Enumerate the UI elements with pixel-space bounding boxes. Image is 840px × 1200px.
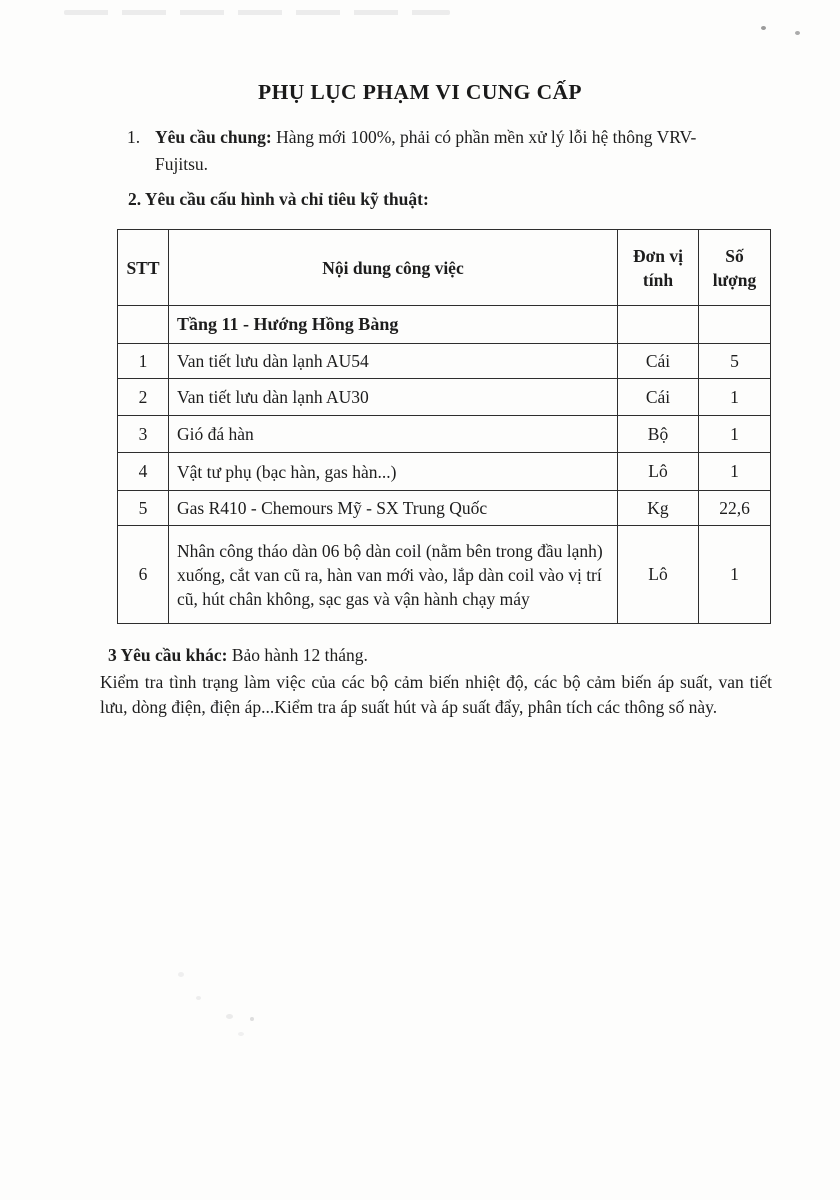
- row-content: Nhân công tháo dàn 06 bộ dàn coil (nằm bên trong đầu lạnh) xuống, cắt van cũ ra, hàn van mới vào, lắp dàn coil vào vị trí cũ, hút chân không, sạc gas và vận hành chạy máy: [169, 526, 618, 624]
- scan-artifact-speck: [178, 972, 184, 977]
- table-row: [118, 526, 771, 624]
- row-qty: 1: [699, 416, 771, 453]
- scan-artifact-speck: [196, 996, 201, 1000]
- row-content: Van tiết lưu dàn lạnh AU54: [169, 344, 618, 379]
- closing-paragraph: Kiểm tra tình trạng làm việc của các bộ cảm biến nhiệt độ, các bộ cảm biến áp suất, van tiết lưu, dòng điện, điện áp...Kiểm tra áp suất hút và áp suất đẩy, phân tích các thông số này.: [100, 672, 772, 717]
- row-qty: 1: [699, 526, 771, 624]
- requirement-item-specs: 2. Yêu cầu cấu hình và chỉ tiêu kỹ thuật:: [128, 189, 429, 209]
- scan-artifact-speck: [761, 26, 766, 30]
- scan-artifact-band: [64, 10, 450, 15]
- header-qty: Số lượng: [699, 230, 771, 306]
- other-requirements-label: 3 Yêu cầu khác:: [108, 645, 228, 665]
- table-row: [118, 453, 771, 491]
- row-unit: Cái: [618, 379, 699, 416]
- section-stt-cell: [118, 306, 169, 344]
- row-stt: 5: [118, 491, 169, 526]
- row-content: Gió đá hàn: [169, 416, 618, 453]
- table-row: [118, 379, 771, 416]
- requirement-general-body: Hàng mới 100%, phải có phần mền xử lý lỗi hệ thông VRV-: [271, 127, 697, 147]
- row-qty: 22,6: [699, 491, 771, 526]
- table-section-row: [118, 306, 771, 344]
- row-stt: 6: [118, 526, 169, 624]
- row-content: Van tiết lưu dàn lạnh AU30: [169, 379, 618, 416]
- header-unit: Đơn vị tính: [618, 230, 699, 306]
- list-number: 1.: [127, 127, 141, 147]
- table-header-row: [118, 230, 771, 306]
- row-stt: 2: [118, 379, 169, 416]
- row-qty: 1: [699, 453, 771, 491]
- spec-table: [117, 229, 771, 624]
- row-stt: 3: [118, 416, 169, 453]
- row-stt: 4: [118, 453, 169, 491]
- row-unit: Cái: [618, 344, 699, 379]
- scan-artifact-speck: [226, 1014, 233, 1019]
- section-unit-cell: [618, 306, 699, 344]
- requirement-general-body-line2: Fujitsu.: [155, 154, 209, 174]
- requirement-general-text: [155, 124, 696, 178]
- table-row: [118, 491, 771, 526]
- header-content: Nội dung công việc: [169, 230, 618, 306]
- requirement-item-general: [127, 124, 777, 178]
- scan-artifact-speck: [795, 31, 800, 35]
- section-qty-cell: [699, 306, 771, 344]
- other-requirements-text: Bảo hành 12 tháng.: [227, 645, 368, 665]
- other-requirements-line: [108, 645, 368, 666]
- row-content: Vật tư phụ (bạc hàn, gas hàn...): [169, 453, 618, 491]
- row-unit: Lô: [618, 526, 699, 624]
- table-row: [118, 344, 771, 379]
- row-stt: 1: [118, 344, 169, 379]
- requirement-general-label: Yêu cầu chung:: [155, 127, 272, 147]
- header-stt: STT: [118, 230, 169, 306]
- row-unit: Lô: [618, 453, 699, 491]
- row-unit: Kg: [618, 491, 699, 526]
- page-title: PHỤ LỤC PHẠM VI CUNG CẤP: [258, 80, 582, 104]
- table-row: [118, 416, 771, 453]
- row-content: Gas R410 - Chemours Mỹ - SX Trung Quốc: [169, 491, 618, 526]
- scan-artifact-speck: [250, 1017, 254, 1021]
- row-unit: Bộ: [618, 416, 699, 453]
- scan-artifact-speck: [238, 1032, 244, 1036]
- section-title: Tầng 11 - Hướng Hồng Bàng: [169, 306, 618, 344]
- row-qty: 1: [699, 379, 771, 416]
- row-qty: 5: [699, 344, 771, 379]
